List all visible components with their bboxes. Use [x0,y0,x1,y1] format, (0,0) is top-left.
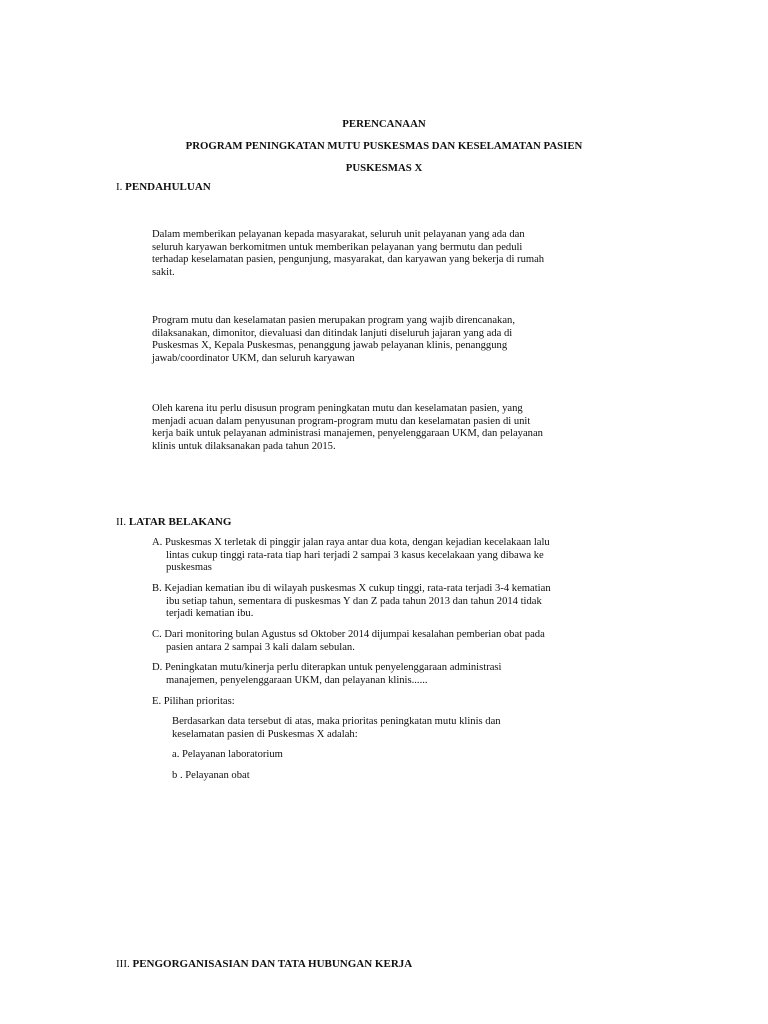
doc-title-2: PROGRAM PENINGKATAN MUTU PUSKESMAS DAN KESELAMATAN PASIEN [185,140,583,152]
paragraph-1 [152,229,544,279]
list-item-line: lintas cukup tinggi rata-rata tiap hari terjadi 2 sampai 3 kasus kecelakaan yang dibawa ke [166,549,544,561]
paragraph-2 [152,315,515,365]
paragraph-3 [152,403,543,453]
section-label: PENGORGANISASIAN DAN TATA HUBUNGAN KERJA [132,958,413,970]
doc-title-1: PERENCANAAN [342,118,426,130]
paragraph-line: Dalam memberikan pelayanan kepada masyarakat, seluruh unit pelayanan yang ada dan [152,229,525,240]
list-item-c [152,629,545,654]
list-item-a [152,537,550,575]
list-item-line: D. Peningkatan mutu/kinerja perlu diterapkan untuk penyelenggaraan administrasi [152,662,502,673]
paragraph-line: dilaksanakan, dimonitor, dievaluasi dan ditindak lanjuti diseluruh jajaran yang ada di [152,327,513,339]
section-label: LATAR BELAKANG [128,516,232,528]
list-item-line: A. Puskesmas X terletak di pinggir jalan raya antar dua kota, dengan kejadian kecelakaan lalu [152,537,550,548]
priority-item-b: b . Pelayanan obat [172,770,250,781]
list-item-line: pasien antara 2 sampai 3 kali dalam sebulan. [166,641,355,653]
paragraph-line: Berdasarkan data tersebut di atas, maka prioritas peningkatan mutu klinis dan [172,716,501,727]
paragraph-line: Program mutu dan keselamatan pasien merupakan program yang wajib direncanakan, [152,315,516,326]
section-heading-pendahuluan [116,181,211,193]
list-item-line: terjadi kematian ibu. [166,608,254,620]
paragraph-line: menjadi acuan dalam penyusunan program-program mutu dan keselamatan pasien di unit [152,415,531,427]
section-heading-pengorganisasian [116,958,412,970]
section-number: I. [116,181,123,193]
list-item-b [152,583,551,621]
paragraph-line: sakit. [152,266,175,278]
priority-paragraph [172,716,501,741]
paragraph-line: terhadap keselamatan pasien, pengunjung, masyarakat, dan karyawan yang bekerja di rumah [152,254,545,266]
paragraph-line: keselamatan pasien di Puskesmas X adalah: [172,728,358,740]
section-heading-latar-belakang [116,516,231,528]
paragraph-line: kerja baik untuk pelayanan administrasi manajemen, penyelenggaraan UKM, dan pelayanan [152,428,543,440]
list-item-line: puskesmas [166,562,212,574]
paragraph-line: jawab/coordinator UKM, dan seluruh karyawan [152,352,355,364]
list-item-line: E. Pilihan prioritas: [152,696,235,707]
list-item-d [152,662,502,687]
priority-item-a: a. Pelayanan laboratorium [172,749,283,760]
section-number: III. [116,958,130,970]
list-item-e [152,696,235,709]
list-item-line: C. Dari monitoring bulan Agustus sd Oktober 2014 dijumpai kesalahan pemberian obat pada [152,629,545,640]
section-number: II. [116,516,127,528]
paragraph-line: seluruh karyawan berkomitmen untuk memberikan pelayanan yang bermutu dan peduli [152,241,523,253]
doc-title-3: PUSKESMAS X [345,162,423,174]
list-item-line: manajemen, penyelenggaraan UKM, dan pelayanan klinis...... [166,674,428,686]
paragraph-line: klinis untuk dilaksanakan pada tahun 2015. [152,440,336,452]
list-item-line: B. Kejadian kematian ibu di wilayah puskesmas X cukup tinggi, rata-rata terjadi 3-4 kematian [152,583,551,594]
section-label: PENDAHULUAN [125,181,211,193]
paragraph-line: Puskesmas X, Kepala Puskesmas, penanggung jawab pelayanan klinis, penanggung [152,340,508,352]
paragraph-line: Oleh karena itu perlu disusun program peningkatan mutu dan keselamatan pasien, yang [152,403,523,414]
list-item-line: ibu setiap tahun, sementara di puskesmas Y dan Z pada tahun 2013 dan tahun 2014 tidak [166,595,542,607]
